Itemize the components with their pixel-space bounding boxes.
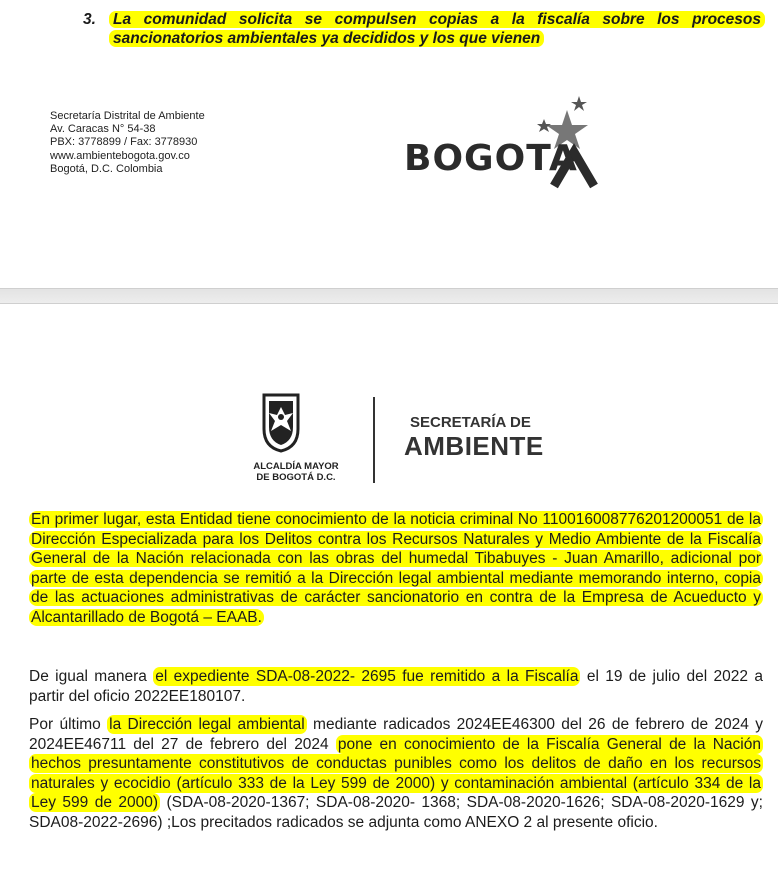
p3-text: (SDA-08-2020-1367; SDA-08-2020- 1368; SDA-08-2020-1626; SDA-08-2020-1629 y; SDA08-2022-2696) ;Los precitados radicados se adjunta como ANEXO 2 al presente oficio.: [29, 794, 763, 831]
contact-line: PBX: 3778899 / Fax: 3778930: [50, 136, 198, 149]
p3-text: mediante radicados 2024EE46300 del 26 de febrero de 2024 y 2024EE46711 del 27 de febrero del 2024: [29, 716, 763, 753]
header-divider: [373, 397, 375, 483]
alcaldia-label: [240, 461, 352, 483]
paragraph-2: [29, 667, 763, 706]
alcaldia-line: DE BOGOTÁ D.C.: [256, 472, 336, 483]
paragraph-3: [29, 715, 763, 832]
p3-text: Por último: [29, 716, 108, 733]
alcaldia-line: ALCALDÍA MAYOR: [253, 461, 339, 472]
contact-line: Bogotá, D.C. Colombia: [50, 162, 163, 175]
contact-line: www.ambientebogota.gov.co: [50, 149, 190, 162]
contact-line: Av. Caracas N° 54-38: [50, 123, 156, 136]
page-separator: [0, 288, 778, 304]
p3-highlight: pone en conocimiento de la Fiscalía General de la Nación hechos presuntamente constitutivos de conductas punibles como los delitos de daño en los recursos naturales y ecocidio (artículo 333 de la Ley 599 de 2000) y contaminación ambiental (artículo 334 de la Ley 599 de 2000): [31, 735, 761, 811]
bogota-logo-text: BOGOTA: [404, 138, 578, 179]
paragraph-1: [29, 510, 763, 627]
item-3: [83, 10, 765, 48]
p2-highlight: el expediente SDA-08-2022- 2695 fue remitido a la Fiscalía: [155, 668, 579, 685]
p3-highlight: la Dirección legal ambiental: [109, 716, 305, 733]
bogota-logo: [404, 92, 604, 192]
contact-block: [50, 110, 205, 176]
paragraph-1-text: En primer lugar, esta Entidad tiene conocimiento de la noticia criminal No 110016008776201200051 de la Dirección Especializada para los Delitos contra los Recursos Naturales y Medio Ambiente de la Fiscalía General de la Nación relacionada con las obras del humedal Tibabuyes - Juan Amarillo, adicional por parte de esta dependencia se remitió a la Dirección legal ambiental mediante memorando interno, copia de las actuaciones administrativas de carácter sancionatorio en contra de la Empresa de Acueducto y Alcantarillado de Bogotá – EAAB.: [31, 511, 761, 626]
secretaria-label: SECRETARÍA DE: [410, 414, 531, 431]
p2-text: el 19 de julio del 2022 a partir del oficio 2022EE180107.: [29, 668, 763, 705]
ambiente-label: AMBIENTE: [404, 431, 544, 461]
coat-of-arms-icon: [262, 393, 300, 453]
contact-line: Secretaría Distrital de Ambiente: [50, 110, 205, 122]
item-text-highlighted: La comunidad solicita se compulsen copias a la fiscalía sobre los procesos sancionatorios ambientales ya decididos y los que vienen: [109, 11, 765, 47]
p2-text: De igual manera: [29, 668, 154, 685]
item-number: 3.: [83, 11, 96, 28]
